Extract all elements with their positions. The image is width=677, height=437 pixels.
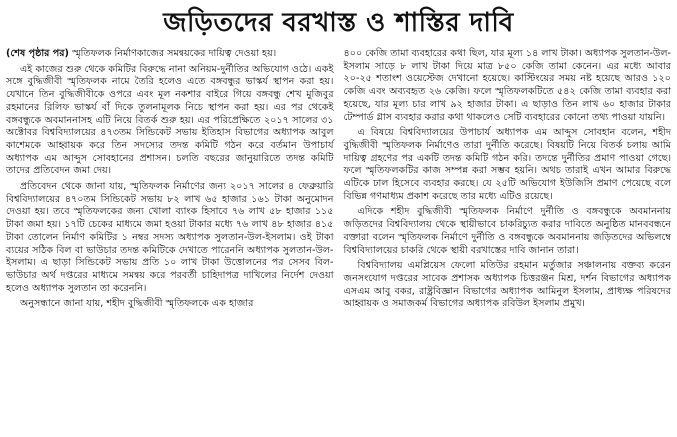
continuation-label: (শেষ পৃষ্ঠার পর) xyxy=(6,48,69,59)
paragraph: প্রতিবেদন থেকে জানা যায়, স্মৃতিফলক নির্মাণের জন্য ২০১৭ সালের ৪ ফেব্রুয়ারি বিশ্ববিদ্যালয়ের ৪৭০তম সিন্ডিকেট সভায় ৮২ লাখ ৬৫ হাজার ১৬১ টাকা অনুমোদন দেওয়া হয়। তবে স্মৃতিফলকের জন্য খোলা ব্যাংক হিসাবে ৭৬ লাখ ৫৮ হাজার ১১৫ টাকা জমা হয়। ১৭টি চেকের মাধ্যমে জমা হওয়া টাকার মধ্যে ৭৬ লাখ ৪৮ হাজার ৪১৫ টাকা তোলেন নির্মাণ কমিটির ১ নম্বর সদস্য অধ্যাপক সুলতান-উল-ইসলাম। ওই টাকা ব্যয়ের সঠিক বিল বা ভাউচার তদন্ত কমিটিকে দেখাতে পারেননি অধ্যাপক সুলতান-উল-ইসলাম। এ ছাড়া সিন্ডিকেট সভায় প্রতি ১০ লাখ টাকা উত্তোলনের পর সেসব বিল-ভাউচার অর্থ দপ্তরের মাধ্যমে সমন্বয় করে পরবর্তী চাহিদাপত্র দাখিলের নির্দেশ দেওয়া হলেও অধ্যাপক সুলতান তা করেননি। xyxy=(6,181,334,294)
paragraph xyxy=(6,48,334,61)
paragraph-text: স্মৃতিফলক নির্মাণকাজের সমন্বয়কের দায়িত্ব দেওয়া হয়। xyxy=(71,48,277,59)
headline: জড়িতদের বরখাস্ত ও শাস্তির দাবি xyxy=(163,8,514,38)
paragraph: বিশ্ববিদ্যালয় এমপ্লিয়েস ফেলো মতিউর রহমান মর্তুজার সঞ্চালনায় বক্তব্য করেন জনসংযোগ দপ্তরের সাবেক প্রশাসক অধ্যাপক চিত্তরঞ্জন মিশ্র, দর্শন বিভাগের অধ্যাপক এসএম আবু বকর, রাষ্ট্রবিজ্ঞান বিভাগের অধ্যাপক আমিনুল ইসলাম, প্রাধ্যক্ষ পরিষদের আহ্বায়ক ও সমাজকর্ম বিভাগের অধ্যাপক রবিউল ইসলাম প্রমুখ। xyxy=(343,260,671,310)
right-column xyxy=(344,48,672,314)
paragraph: এই কাজের শুরু থেকে কমিটির বিরুদ্ধে নানা অনিয়ম-দুর্নীতির অভিযোগ ওঠে। একই সঙ্গে বুদ্ধিজীবী স্মৃতিফলক নামে তৈরি হলেও এতে বঙ্গবন্ধুর ভাস্কর্য স্থাপন করা হয়। যেখানে তিন বুদ্ধিজীবীকে ওপরে এবং মূল নকশার বাইরে গিয়ে বঙ্গবন্ধু শেখ মুজিবুর রহমানের রিলিফ ভাস্কর্য বাঁ দিকে তুলনামূলক নিচে স্থাপন করা হয়। এর পর থেকেই বঙ্গবন্ধুকে অবমাননাসহ এটি নিয়ে বিতর্ক শুরু হয়। এর পরিপ্রেক্ষিতে ২০১৭ সালের ৩১ অক্টোবর বিশ্ববিদ্যালয়ের ৪৭৩তম সিন্ডিকেট সভায় ইতিহাস বিভাগের অধ্যাপক আবুল কাশেমকে আহ্বায়ক করে তিন সদস্যের তদন্ত কমিটি গঠন করে বর্তমান উপাচার্য অধ্যাপক এম আব্দুস সোবহানের প্রশাসন। চলতি বছরের জানুয়ারিতে তদন্ত কমিটি তাদের প্রতিবেদন জমা দেয়। xyxy=(6,63,334,177)
paragraph: ৪০০ কেজি তামা ব্যবহারের কথা ছিল, যার মূল্য ১৪ লাখ টাকা। অধ্যাপক সুলতান-উল-ইসলাম সাড়ে ৮ লাখ টাকা দিয়ে মাত্র ৮৫০ কেজি তামা কেনেন। এর মধ্যে আবার ২০-২৫ শতাংশ ওয়েস্টেজ দেখানো হয়েছে। কাস্টিংয়ের সময় নষ্ট হয়েছে আরও ১২০ কেজি এবং অব্যবহৃত ২৬ কেজি। ফলে স্মৃতিফলকটিতে ৫৪২ কেজি তামা ব্যবহার করা হয়েছে, যার মূল্য চার লাখ ৯২ হাজার টাকা। এ ছাড়াও তিন লাখ ৬০ হাজার টাকার টেম্পার্ড গ্লাস ব্যবহার করার কথা থাকলেও সেটি ব্যবহারের কোনো তথ্য পাওয়া যায়নি। xyxy=(343,48,671,123)
paragraph: অনুসন্ধানে জানা যায়, শহীদ বুদ্ধিজীবী স্মৃতিফলকে এক হাজার xyxy=(20,298,254,310)
paragraph: এ বিষয়ে বিশ্ববিদ্যালয়ের উপাচার্য অধ্যাপক এম আব্দুস সোবহান বলেন, শহীদ বুদ্ধিজীবী স্মৃতিফলক নির্মাণেও তারা দুর্নীতি করেছে। বিষয়টি নিয়ে বিতর্ক চলায় আমি দায়িত্ব গ্রহণের পর একটি তদন্ত কমিটি গঠন করি। তদন্তে দুর্নীতির প্রমাণ পাওয়া গেছে। ফলে স্মৃতিফলকটির কাজ সম্পন্ন করা সম্ভব হয়নি। অথচ তারাই এখন আমার বিরুদ্ধে এটিকে ঢাল হিসেবে ব্যবহার করছে। যে ২৫টি অভিযোগ ইউজিসি প্রমাণ পেয়েছে বলে বিভিন্ন গণমাধ্যম প্রকাশ করেছে তার মধ্যে এটিও রয়েছে। xyxy=(343,127,671,202)
article-body xyxy=(6,48,671,314)
left-column xyxy=(6,48,334,314)
paragraph: এদিকে শহীদ বুদ্ধিজীবী স্মৃতিফলক নির্মাণে দুর্নীতি ও বঙ্গবন্ধুকে অবমাননায় জড়িতদের বিশ্ববিদ্যালয় থেকে স্থায়ীভাবে চাকরিচ্যুত করার দাবিতে অনুষ্ঠিত মানববন্ধনে বক্তারা বলেন স্মৃতিফলক নির্মাণে দুর্নীতি ও বঙ্গবন্ধুকে অবমাননায় জড়িতদের অভিলম্বে বিশ্ববিদ্যালয়ের চাকরি থেকে স্থায়ী বরখাস্তের দাবি জানান তারা। xyxy=(343,206,671,256)
